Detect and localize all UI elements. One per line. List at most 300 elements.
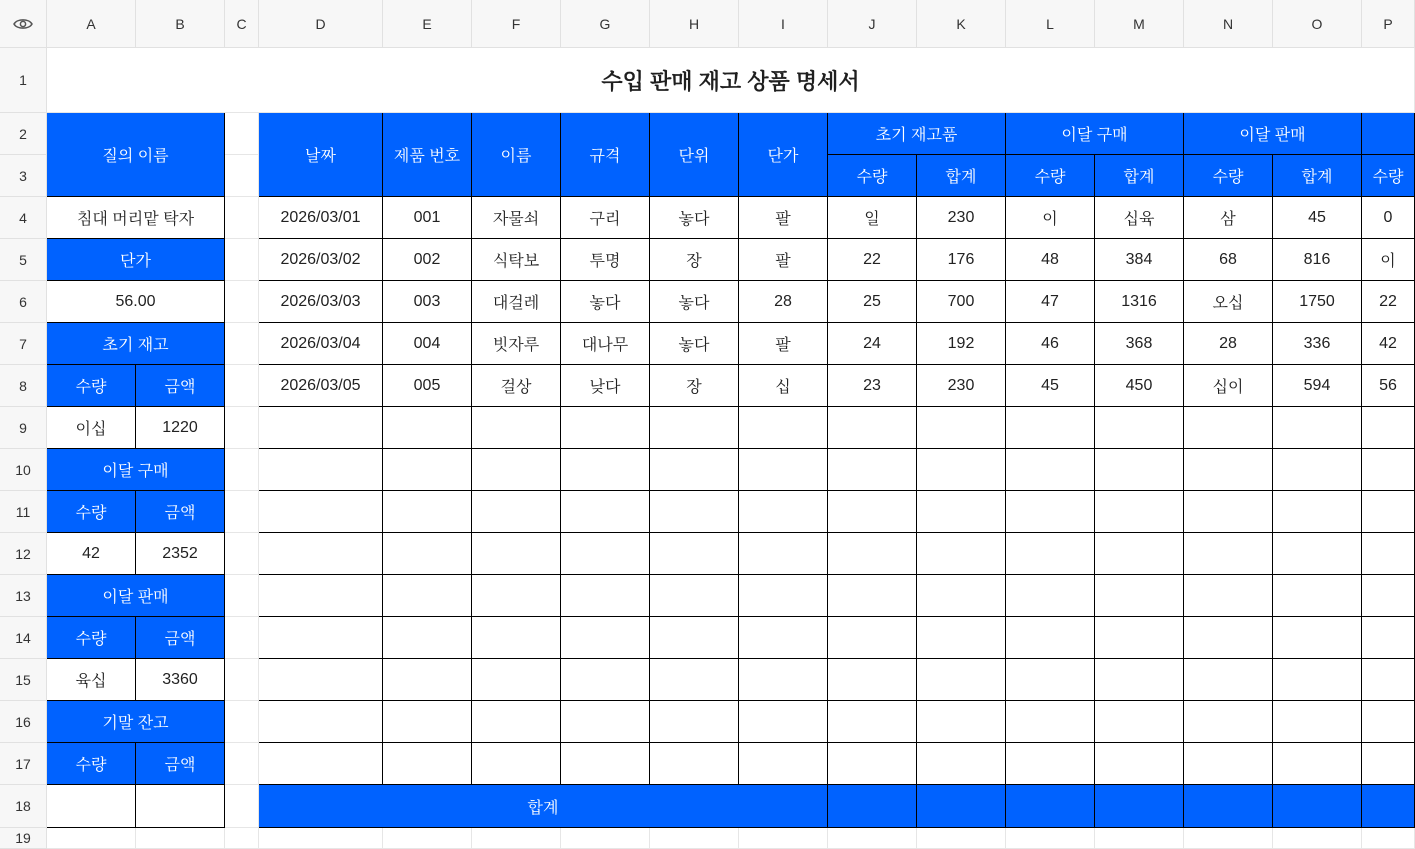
purchase-amount-label: 금액 <box>136 491 225 533</box>
table-empty-cell[interactable] <box>1362 491 1415 533</box>
grid-cell[interactable] <box>1273 828 1362 849</box>
sales-qty-value[interactable]: 육십 <box>47 659 136 701</box>
grid-cell[interactable] <box>1184 828 1273 849</box>
header-unit: 단위 <box>650 113 739 197</box>
table-empty-cell[interactable] <box>1095 701 1184 743</box>
table-cell[interactable]: 일 <box>828 197 917 239</box>
sales-amount-value[interactable]: 3360 <box>136 659 225 701</box>
table-empty-cell[interactable] <box>1095 743 1184 785</box>
row-header[interactable]: 15 <box>0 659 47 701</box>
grid-cell[interactable] <box>1095 828 1184 849</box>
grid-cell[interactable] <box>1362 828 1415 849</box>
closing-qty-label: 수량 <box>47 743 136 785</box>
table-empty-cell[interactable] <box>561 701 650 743</box>
table-empty-cell[interactable] <box>739 659 828 701</box>
row-header[interactable]: 11 <box>0 491 47 533</box>
table-empty-cell[interactable] <box>383 533 472 575</box>
table-empty-cell[interactable] <box>1006 701 1095 743</box>
table-empty-cell[interactable] <box>650 617 739 659</box>
table-empty-cell[interactable] <box>1273 743 1362 785</box>
table-cell[interactable]: 176 <box>917 239 1006 281</box>
table-empty-cell[interactable] <box>561 491 650 533</box>
grid-cell[interactable] <box>383 828 472 849</box>
table-empty-cell[interactable] <box>472 533 561 575</box>
table-empty-cell[interactable] <box>259 743 383 785</box>
row-header[interactable]: 1 <box>0 48 47 113</box>
table-empty-cell[interactable] <box>1273 575 1362 617</box>
table-cell[interactable]: 장 <box>650 239 739 281</box>
grid-cell[interactable] <box>47 828 136 849</box>
row-header[interactable]: 6 <box>0 281 47 323</box>
table-empty-cell[interactable] <box>828 617 917 659</box>
purchase-amount-value[interactable]: 2352 <box>136 533 225 575</box>
table-empty-cell[interactable] <box>739 491 828 533</box>
table-empty-cell[interactable] <box>1184 575 1273 617</box>
grid-cell[interactable] <box>225 197 259 239</box>
table-cell[interactable]: 22 <box>828 239 917 281</box>
row-header[interactable]: 8 <box>0 365 47 407</box>
table-empty-cell[interactable] <box>561 533 650 575</box>
table-cell[interactable]: 놓다 <box>561 281 650 323</box>
table-cell[interactable]: 1316 <box>1095 281 1184 323</box>
table-empty-cell[interactable] <box>1273 491 1362 533</box>
table-empty-cell[interactable] <box>1006 491 1095 533</box>
table-empty-cell[interactable] <box>383 743 472 785</box>
table-empty-cell[interactable] <box>1184 491 1273 533</box>
table-cell[interactable]: 낮다 <box>561 365 650 407</box>
row-header[interactable]: 9 <box>0 407 47 449</box>
column-header[interactable]: B <box>136 0 225 48</box>
table-empty-cell[interactable] <box>1273 449 1362 491</box>
grid-cell[interactable] <box>225 533 259 575</box>
table-empty-cell[interactable] <box>472 659 561 701</box>
row-header[interactable]: 5 <box>0 239 47 281</box>
table-empty-cell[interactable] <box>1095 407 1184 449</box>
table-empty-cell[interactable] <box>259 659 383 701</box>
table-cell[interactable]: 빗자루 <box>472 323 561 365</box>
table-empty-cell[interactable] <box>1184 743 1273 785</box>
table-cell[interactable]: 1750 <box>1273 281 1362 323</box>
table-empty-cell[interactable] <box>828 449 917 491</box>
closing-amount-value[interactable] <box>136 785 225 828</box>
table-cell[interactable]: 450 <box>1095 365 1184 407</box>
purchase-qty-label: 수량 <box>47 491 136 533</box>
table-empty-cell[interactable] <box>383 659 472 701</box>
table-empty-cell[interactable] <box>472 575 561 617</box>
table-empty-cell[interactable] <box>1095 533 1184 575</box>
table-empty-cell[interactable] <box>650 449 739 491</box>
table-empty-cell[interactable] <box>650 701 739 743</box>
header-month-purchase: 이달 구매 <box>1006 113 1184 155</box>
header-date: 날짜 <box>259 113 383 197</box>
table-empty-cell[interactable] <box>917 491 1006 533</box>
table-empty-cell[interactable] <box>650 407 739 449</box>
table-empty-cell[interactable] <box>1362 449 1415 491</box>
total-cell[interactable] <box>917 785 1006 828</box>
table-cell[interactable]: 816 <box>1273 239 1362 281</box>
table-cell[interactable]: 2026/03/04 <box>259 323 383 365</box>
table-empty-cell[interactable] <box>828 575 917 617</box>
row-header[interactable]: 17 <box>0 743 47 785</box>
grid-cell[interactable] <box>225 155 259 197</box>
table-empty-cell[interactable] <box>828 743 917 785</box>
column-header[interactable]: A <box>47 0 136 48</box>
column-header[interactable]: K <box>917 0 1006 48</box>
eye-icon <box>13 17 33 31</box>
table-empty-cell[interactable] <box>917 701 1006 743</box>
grid-cell[interactable] <box>650 828 739 849</box>
table-empty-cell[interactable] <box>1184 617 1273 659</box>
table-empty-cell[interactable] <box>1273 659 1362 701</box>
header-purchase-qty: 수량 <box>1006 155 1095 197</box>
table-empty-cell[interactable] <box>561 449 650 491</box>
table-cell[interactable]: 336 <box>1273 323 1362 365</box>
table-cell[interactable]: 42 <box>1362 323 1415 365</box>
table-empty-cell[interactable] <box>1006 575 1095 617</box>
table-cell[interactable]: 십 <box>739 365 828 407</box>
table-cell[interactable]: 700 <box>917 281 1006 323</box>
table-empty-cell[interactable] <box>1184 407 1273 449</box>
table-cell[interactable]: 놓다 <box>650 323 739 365</box>
table-empty-cell[interactable] <box>259 617 383 659</box>
table-empty-cell[interactable] <box>739 407 828 449</box>
table-empty-cell[interactable] <box>1006 743 1095 785</box>
column-header[interactable]: G <box>561 0 650 48</box>
header-product-no: 제품 번호 <box>383 113 472 197</box>
table-cell[interactable]: 놓다 <box>650 281 739 323</box>
table-empty-cell[interactable] <box>472 449 561 491</box>
table-empty-cell[interactable] <box>1006 659 1095 701</box>
table-empty-cell[interactable] <box>917 533 1006 575</box>
header-opening-stock: 초기 재고품 <box>828 113 1006 155</box>
table-cell[interactable]: 28 <box>739 281 828 323</box>
table-cell[interactable]: 식탁보 <box>472 239 561 281</box>
table-empty-cell[interactable] <box>259 701 383 743</box>
table-empty-cell[interactable] <box>1095 659 1184 701</box>
table-empty-cell[interactable] <box>1184 449 1273 491</box>
query-name-value[interactable]: 침대 머리맡 탁자 <box>47 197 225 239</box>
opening-amount-value[interactable]: 1220 <box>136 407 225 449</box>
table-empty-cell[interactable] <box>828 533 917 575</box>
closing-amount-label: 금액 <box>136 743 225 785</box>
row-header[interactable]: 19 <box>0 828 47 849</box>
table-empty-cell[interactable] <box>383 407 472 449</box>
table-empty-cell[interactable] <box>1362 533 1415 575</box>
row-header[interactable]: 7 <box>0 323 47 365</box>
table-empty-cell[interactable] <box>739 701 828 743</box>
grid-cell[interactable] <box>917 828 1006 849</box>
grid-cell[interactable] <box>225 449 259 491</box>
grid-cell[interactable] <box>225 701 259 743</box>
table-cell[interactable]: 팔 <box>739 323 828 365</box>
table-cell[interactable]: 47 <box>1006 281 1095 323</box>
page-title: 수입 판매 재고 상품 명세서 <box>47 48 1415 113</box>
table-empty-cell[interactable] <box>917 617 1006 659</box>
table-cell[interactable]: 2026/03/01 <box>259 197 383 239</box>
header-unit-price: 단가 <box>739 113 828 197</box>
unit-price-value[interactable]: 56.00 <box>47 281 225 323</box>
table-cell[interactable]: 투명 <box>561 239 650 281</box>
column-header[interactable]: O <box>1273 0 1362 48</box>
header-sales-qty: 수량 <box>1184 155 1273 197</box>
table-empty-cell[interactable] <box>650 491 739 533</box>
column-header[interactable]: D <box>259 0 383 48</box>
total-cell[interactable] <box>828 785 917 828</box>
grid-cell[interactable] <box>225 659 259 701</box>
table-empty-cell[interactable] <box>739 449 828 491</box>
table-cell[interactable]: 230 <box>917 197 1006 239</box>
table-empty-cell[interactable] <box>472 491 561 533</box>
table-cell[interactable]: 2026/03/03 <box>259 281 383 323</box>
row-header[interactable]: 2 <box>0 113 47 155</box>
table-empty-cell[interactable] <box>1006 449 1095 491</box>
table-empty-cell[interactable] <box>650 533 739 575</box>
table-cell[interactable]: 2026/03/02 <box>259 239 383 281</box>
table-empty-cell[interactable] <box>383 491 472 533</box>
row-header[interactable]: 13 <box>0 575 47 617</box>
column-header[interactable]: F <box>472 0 561 48</box>
sales-label: 이달 판매 <box>47 575 225 617</box>
table-empty-cell[interactable] <box>561 743 650 785</box>
table-empty-cell[interactable] <box>1362 617 1415 659</box>
table-empty-cell[interactable] <box>1184 533 1273 575</box>
grid-cell[interactable] <box>739 828 828 849</box>
column-header[interactable]: C <box>225 0 259 48</box>
table-cell[interactable]: 45 <box>1006 365 1095 407</box>
table-empty-cell[interactable] <box>259 575 383 617</box>
table-empty-cell[interactable] <box>561 407 650 449</box>
sales-qty-label: 수량 <box>47 617 136 659</box>
column-header[interactable]: L <box>1006 0 1095 48</box>
table-empty-cell[interactable] <box>1362 743 1415 785</box>
select-all-corner[interactable] <box>0 0 47 48</box>
total-cell[interactable] <box>1362 785 1415 828</box>
table-empty-cell[interactable] <box>472 407 561 449</box>
table-empty-cell[interactable] <box>1273 701 1362 743</box>
table-cell[interactable]: 003 <box>383 281 472 323</box>
table-empty-cell[interactable] <box>917 659 1006 701</box>
table-empty-cell[interactable] <box>1273 407 1362 449</box>
column-header[interactable]: E <box>383 0 472 48</box>
table-empty-cell[interactable] <box>1273 533 1362 575</box>
table-empty-cell[interactable] <box>1095 491 1184 533</box>
table-empty-cell[interactable] <box>472 617 561 659</box>
table-empty-cell[interactable] <box>1095 449 1184 491</box>
row-header[interactable]: 18 <box>0 785 47 828</box>
opening-stock-label: 초기 재고 <box>47 323 225 365</box>
table-cell[interactable]: 192 <box>917 323 1006 365</box>
total-label: 합계 <box>259 785 828 828</box>
header-purchase-total: 합계 <box>1095 155 1184 197</box>
table-cell[interactable]: 2026/03/05 <box>259 365 383 407</box>
grid-cell[interactable] <box>225 743 259 785</box>
table-empty-cell[interactable] <box>1184 701 1273 743</box>
table-empty-cell[interactable] <box>1273 617 1362 659</box>
table-cell[interactable]: 놓다 <box>650 197 739 239</box>
table-empty-cell[interactable] <box>259 407 383 449</box>
grid-cell[interactable] <box>225 828 259 849</box>
table-empty-cell[interactable] <box>739 575 828 617</box>
table-cell[interactable]: 삼 <box>1184 197 1273 239</box>
table-cell[interactable]: 594 <box>1273 365 1362 407</box>
table-cell[interactable]: 대걸레 <box>472 281 561 323</box>
table-cell[interactable]: 45 <box>1273 197 1362 239</box>
table-cell[interactable]: 230 <box>917 365 1006 407</box>
grid-cell[interactable] <box>225 365 259 407</box>
table-empty-cell[interactable] <box>1006 617 1095 659</box>
row-header[interactable]: 12 <box>0 533 47 575</box>
table-empty-cell[interactable] <box>1362 659 1415 701</box>
total-cell[interactable] <box>1006 785 1095 828</box>
header-opening-qty: 수량 <box>828 155 917 197</box>
table-empty-cell[interactable] <box>561 659 650 701</box>
table-empty-cell[interactable] <box>650 659 739 701</box>
table-empty-cell[interactable] <box>472 743 561 785</box>
grid-cell[interactable] <box>259 828 383 849</box>
table-empty-cell[interactable] <box>259 491 383 533</box>
table-empty-cell[interactable] <box>917 407 1006 449</box>
table-cell[interactable]: 24 <box>828 323 917 365</box>
grid-cell[interactable] <box>225 575 259 617</box>
header-month-sales: 이달 판매 <box>1184 113 1362 155</box>
column-header[interactable]: J <box>828 0 917 48</box>
column-header[interactable]: I <box>739 0 828 48</box>
header-spec: 규격 <box>561 113 650 197</box>
grid-cell[interactable] <box>225 239 259 281</box>
row-header[interactable]: 10 <box>0 449 47 491</box>
table-empty-cell[interactable] <box>739 533 828 575</box>
table-cell[interactable]: 368 <box>1095 323 1184 365</box>
table-empty-cell[interactable] <box>472 701 561 743</box>
table-cell[interactable]: 384 <box>1095 239 1184 281</box>
opening-qty-label: 수량 <box>47 365 136 407</box>
table-empty-cell[interactable] <box>1095 575 1184 617</box>
grid-cell[interactable] <box>225 323 259 365</box>
table-empty-cell[interactable] <box>650 575 739 617</box>
table-empty-cell[interactable] <box>561 617 650 659</box>
grid-cell[interactable] <box>828 828 917 849</box>
row-header[interactable]: 4 <box>0 197 47 239</box>
table-cell[interactable]: 46 <box>1006 323 1095 365</box>
total-cell[interactable] <box>1273 785 1362 828</box>
grid-cell[interactable] <box>225 407 259 449</box>
grid-cell[interactable] <box>225 491 259 533</box>
table-empty-cell[interactable] <box>1095 617 1184 659</box>
grid-cell[interactable] <box>472 828 561 849</box>
table-empty-cell[interactable] <box>561 575 650 617</box>
column-header[interactable]: N <box>1184 0 1273 48</box>
table-cell[interactable]: 대나무 <box>561 323 650 365</box>
column-header[interactable]: M <box>1095 0 1184 48</box>
table-cell[interactable]: 23 <box>828 365 917 407</box>
table-cell[interactable]: 68 <box>1184 239 1273 281</box>
column-header[interactable]: P <box>1362 0 1415 48</box>
row-header[interactable]: 14 <box>0 617 47 659</box>
table-empty-cell[interactable] <box>1006 533 1095 575</box>
opening-amount-label: 금액 <box>136 365 225 407</box>
column-header[interactable]: H <box>650 0 739 48</box>
table-cell[interactable]: 48 <box>1006 239 1095 281</box>
table-empty-cell[interactable] <box>1362 575 1415 617</box>
closing-balance-label: 기말 잔고 <box>47 701 225 743</box>
table-empty-cell[interactable] <box>739 617 828 659</box>
table-cell[interactable]: 이 <box>1362 239 1415 281</box>
table-empty-cell[interactable] <box>383 617 472 659</box>
table-cell[interactable]: 이 <box>1006 197 1095 239</box>
table-cell[interactable]: 0 <box>1362 197 1415 239</box>
purchase-qty-value[interactable]: 42 <box>47 533 136 575</box>
table-cell[interactable]: 002 <box>383 239 472 281</box>
table-empty-cell[interactable] <box>259 533 383 575</box>
table-cell[interactable]: 56 <box>1362 365 1415 407</box>
table-empty-cell[interactable] <box>739 743 828 785</box>
table-empty-cell[interactable] <box>1362 407 1415 449</box>
header-sales-total: 합계 <box>1273 155 1362 197</box>
sales-amount-label: 금액 <box>136 617 225 659</box>
grid-cell[interactable] <box>136 828 225 849</box>
table-empty-cell[interactable] <box>383 575 472 617</box>
unit-price-label: 단가 <box>47 239 225 281</box>
table-cell[interactable]: 팔 <box>739 239 828 281</box>
table-cell[interactable]: 걸상 <box>472 365 561 407</box>
header-next-qty: 수량 <box>1362 155 1415 197</box>
table-cell[interactable]: 22 <box>1362 281 1415 323</box>
table-cell[interactable]: 십이 <box>1184 365 1273 407</box>
table-empty-cell[interactable] <box>259 449 383 491</box>
table-cell[interactable]: 28 <box>1184 323 1273 365</box>
table-cell[interactable]: 오십 <box>1184 281 1273 323</box>
table-empty-cell[interactable] <box>1362 701 1415 743</box>
table-empty-cell[interactable] <box>1006 407 1095 449</box>
table-empty-cell[interactable] <box>383 701 472 743</box>
table-cell[interactable]: 25 <box>828 281 917 323</box>
table-cell[interactable]: 팔 <box>739 197 828 239</box>
table-empty-cell[interactable] <box>383 449 472 491</box>
table-empty-cell[interactable] <box>650 743 739 785</box>
header-opening-total: 합계 <box>917 155 1006 197</box>
table-cell[interactable]: 005 <box>383 365 472 407</box>
total-cell[interactable] <box>1184 785 1273 828</box>
closing-qty-value[interactable] <box>47 785 136 828</box>
row-header[interactable]: 3 <box>0 155 47 197</box>
table-empty-cell[interactable] <box>1184 659 1273 701</box>
table-cell[interactable]: 004 <box>383 323 472 365</box>
table-empty-cell[interactable] <box>828 407 917 449</box>
table-empty-cell[interactable] <box>917 743 1006 785</box>
table-empty-cell[interactable] <box>917 449 1006 491</box>
row-header[interactable]: 16 <box>0 701 47 743</box>
table-empty-cell[interactable] <box>828 659 917 701</box>
grid-cell[interactable] <box>561 828 650 849</box>
header-name: 이름 <box>472 113 561 197</box>
query-name-label: 질의 이름 <box>47 113 225 197</box>
grid-cell[interactable] <box>225 281 259 323</box>
table-empty-cell[interactable] <box>828 491 917 533</box>
table-cell[interactable]: 장 <box>650 365 739 407</box>
table-cell[interactable]: 십육 <box>1095 197 1184 239</box>
grid-cell[interactable] <box>1006 828 1095 849</box>
grid-cell[interactable] <box>225 113 259 155</box>
opening-qty-value[interactable]: 이십 <box>47 407 136 449</box>
table-cell[interactable]: 001 <box>383 197 472 239</box>
table-cell[interactable]: 자물쇠 <box>472 197 561 239</box>
grid-cell[interactable] <box>225 785 259 828</box>
total-cell[interactable] <box>1095 785 1184 828</box>
grid-cell[interactable] <box>225 617 259 659</box>
table-cell[interactable]: 구리 <box>561 197 650 239</box>
table-empty-cell[interactable] <box>828 701 917 743</box>
table-empty-cell[interactable] <box>917 575 1006 617</box>
